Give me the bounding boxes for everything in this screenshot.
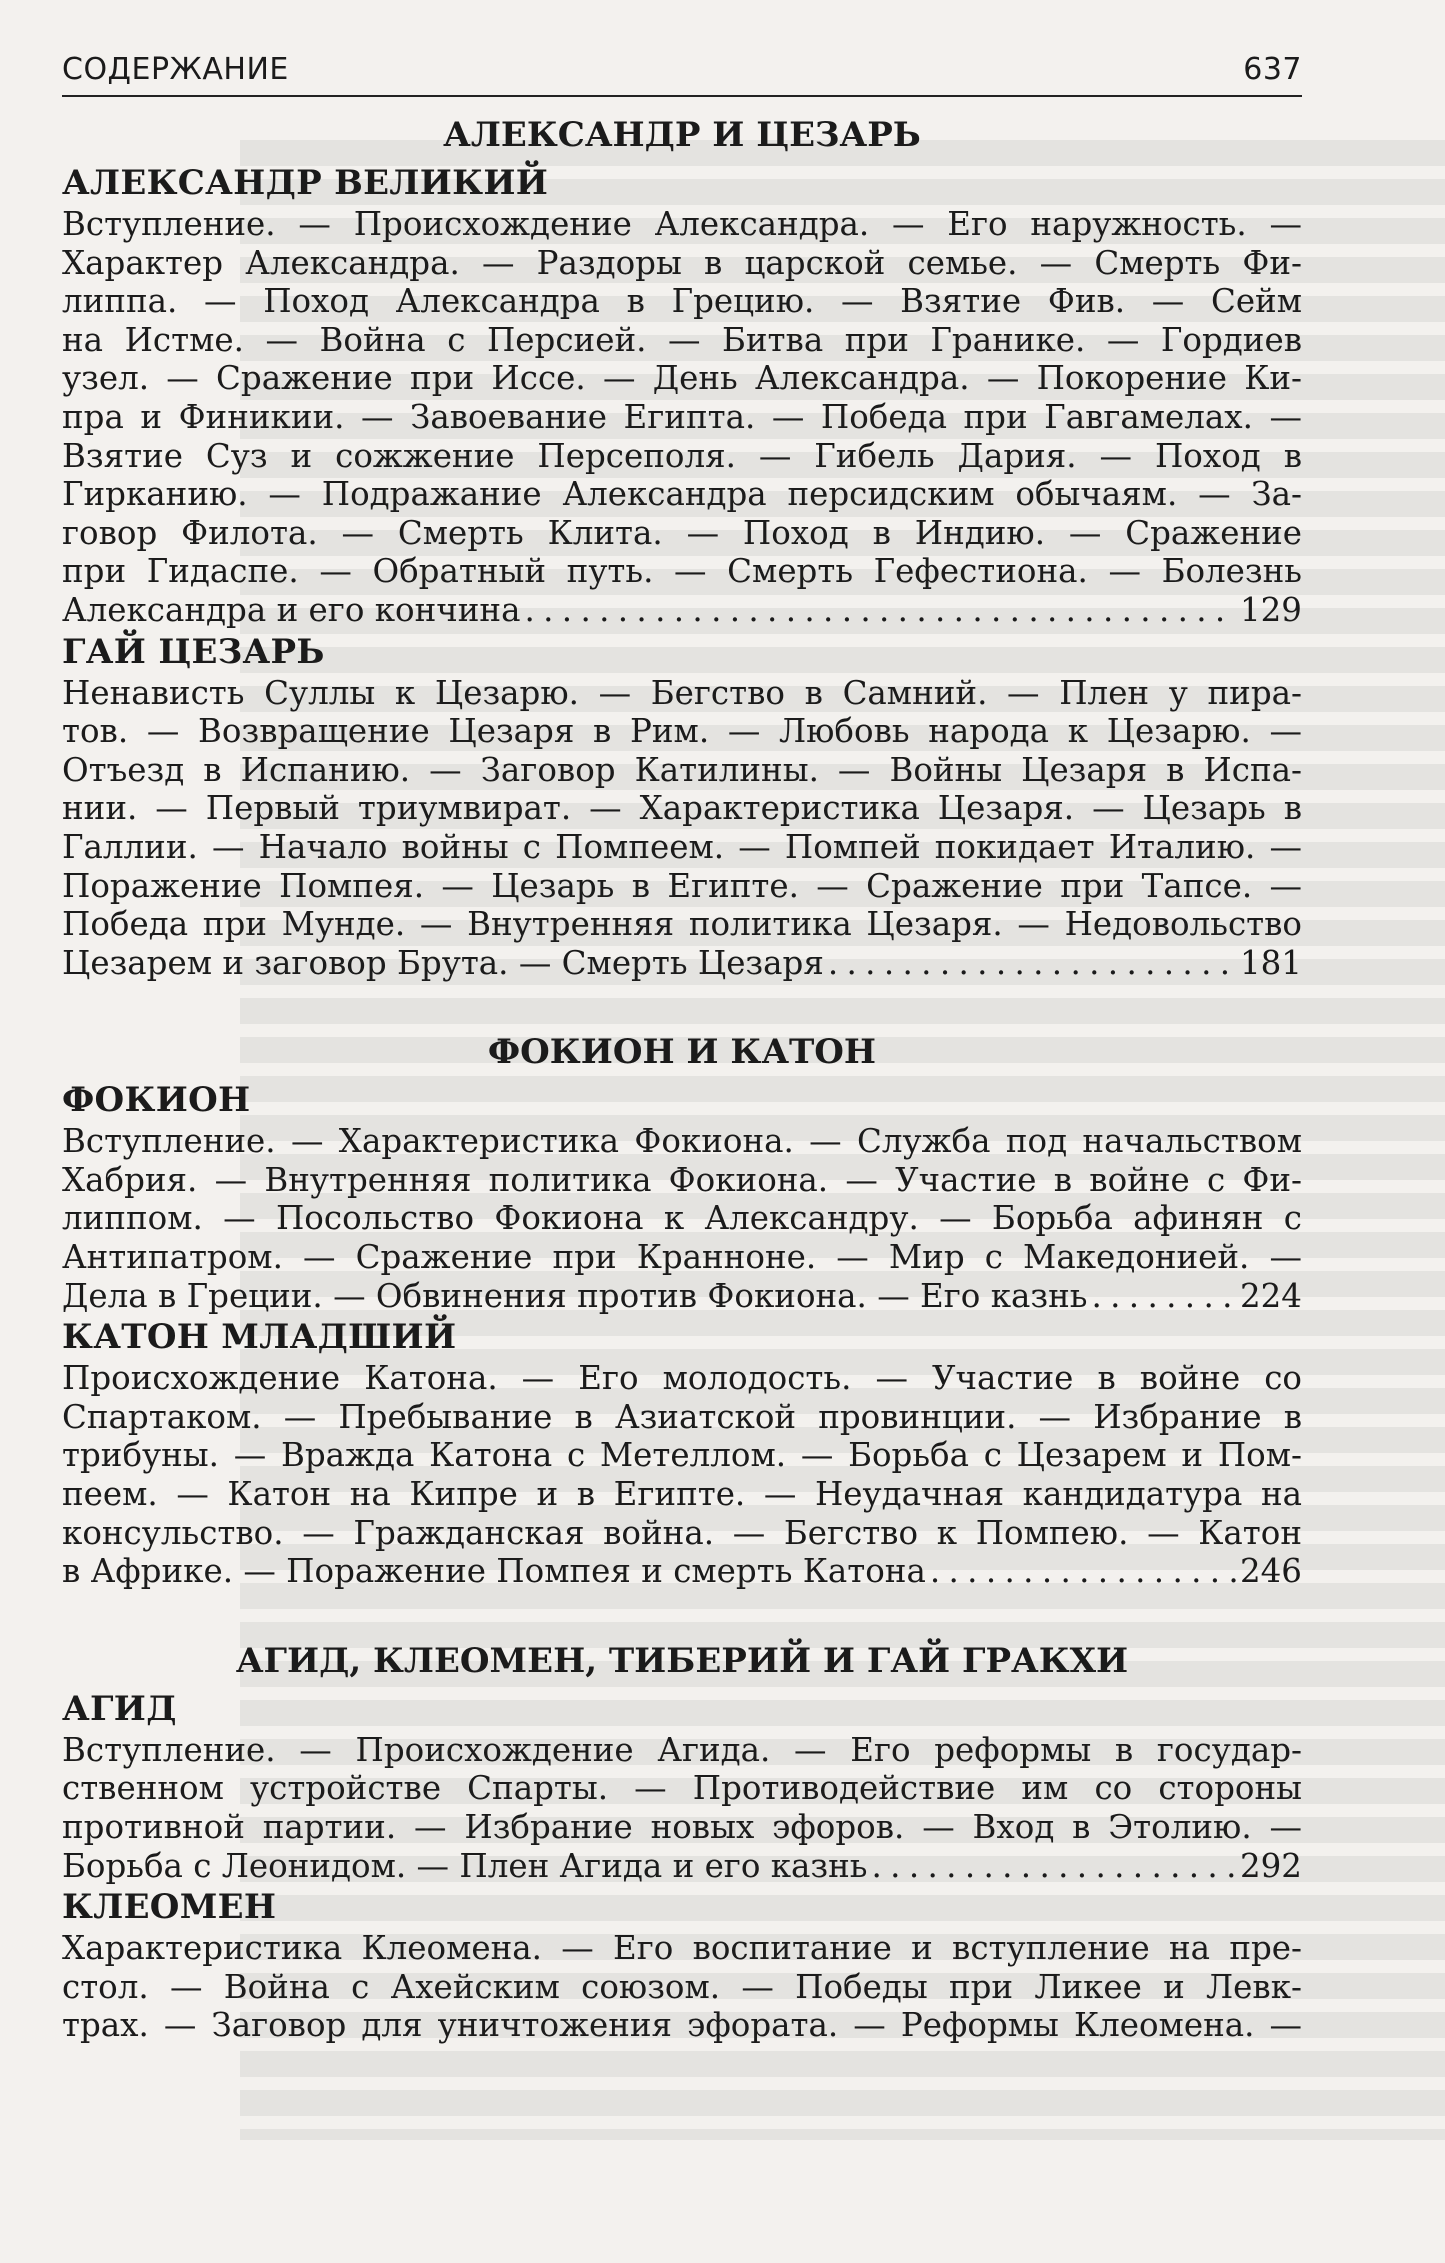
page-reference: 246 (1239, 1552, 1302, 1591)
toc-entry-last-line: Дела в Греции. — Обвинения против Фокиона. — Его казнь . . . 224 (62, 1277, 1302, 1316)
page (62, 52, 1302, 2045)
part-heading: АЛЕКСАНДР ВЕЛИКИЙ (62, 163, 549, 203)
toc-entry-paragraph: Ненависть Суллы к Цезарю. — Бегство в Самний. — Плен у пира- тов. — Возвращение Цезаря в Рим. — Любовь народа к Цезарю. — Отъезд в Испанию. — Заговор Катилины. — Войны Цезаря в Испа- нии. — Первый триумвират. — Характеристика Цезаря. — Цезарь в Галлии. — Начало войны с Помпеем. — Помпей покидает Италию. — Поражение Помпея. — Цезарь в Египте. — Сражение при Тапсе. — Победа при Мунде. — Внутренняя политика Цезаря. — Недовольство Цезарем и заговор Брута. — Смерть Цезаря . . . 181 (62, 674, 1302, 983)
page-reference: 129 (1239, 590, 1302, 629)
toc-entry-last-line: в Африке. — Поражение Помпея и смерть Катона . . . 246 (62, 1552, 1302, 1591)
page-reference: 224 (1239, 1276, 1302, 1315)
toc-entry-last-line: Цезарем и заговор Брута. — Смерть Цезаря . . . 181 (62, 944, 1302, 983)
page-reference: 181 (1239, 943, 1302, 982)
section-title: ФОКИОН И КАТОН (487, 1032, 877, 1073)
page-reference: 292 (1239, 1846, 1302, 1885)
section-title: АЛЕКСАНДР И ЦЕЗАРЬ (443, 115, 921, 155)
dot-leader (524, 591, 1236, 630)
toc-entry-last-line: Борьба с Леонидом. — Плен Агида и его казнь . . . 292 (62, 1847, 1302, 1886)
toc-entry-last-line: Александра и его кончина . . . 129 (62, 591, 1302, 630)
header-title: СОДЕРЖАНИЕ (62, 52, 289, 87)
dot-leader (872, 1847, 1236, 1886)
dot-leader (1091, 1277, 1235, 1316)
toc-entry-paragraph: Вступление. — Происхождение Александра. — Его наружность. — Характер Александра. — Раздоры в царской семье. — Смерть Фи- липпа. — Поход Александра в Грецию. — Взятие Фив. — Сейм на Истме. — Война с Персией. — Битва при Гранике. — Гордиев узел. — Сражение при Иссе. — День Александра. — Покорение Ки- пра и Финикии. — Завоевание Египта. — Победа при Гавгамелах. — Взятие Суз и сожжение Персеполя. — Гибель Дария. — Поход в Гирканию. — Подражание Александра персидским обычаям. — За- говор Филота. — Смерть Клита. — Поход в Индию. — Сражение при Гидаспе. — Обратный путь. — Смерть Гефестиона. — Болезнь Александра и его кончина . . . 129 (62, 205, 1302, 630)
dot-leader (828, 944, 1236, 983)
part-heading: АГИД (62, 1688, 177, 1729)
running-header (62, 52, 1302, 97)
section-title: АГИД, КЛЕОМЕН, ТИБЕРИЙ И ГАЙ ГРАКХИ (235, 1640, 1129, 1681)
toc-entry-paragraph: Вступление. — Происхождение Агида. — Его реформы в государ- ственном устройстве Спарты. — Противодействие им со стороны противной партии. — Избрание новых эфоров. — Вход в Этолию. — Борьба с Леонидом. — Плен Агида и его казнь . . . 292 (62, 1731, 1302, 1885)
toc-entry-paragraph: Вступление. — Характеристика Фокиона. — Служба под начальством Хабрия. — Внутренняя политика Фокиона. — Участие в войне с Фи- липпом. — Посольство Фокиона к Александру. — Борьба афинян с Антипатром. — Сражение при Кранноне. — Мир с Македонией. — Дела в Греции. — Обвинения против Фокиона. — Его казнь . . . 224 (62, 1122, 1302, 1315)
part-heading: ФОКИОН (62, 1080, 251, 1121)
toc-entry-paragraph: Характеристика Клеомена. — Его воспитание и вступление на пре- стол. — Война с Ахейским союзом. — Победы при Ликее и Левк- трах. — Заговор для уничтожения эфората. — Реформы Клеомена. — (62, 1929, 1302, 2045)
toc-entry-paragraph: Происхождение Катона. — Его молодость. — Участие в войне со Спартаком. — Пребывание в Азиатской провинции. — Избрание в трибуны. — Вражда Катона с Метеллом. — Борьба с Цезарем и Пом- пеем. — Катон на Кипре и в Египте. — Неудачная кандидатура на консульство. — Гражданская война. — Бегство к Помпею. — Катон в Африке. — Поражение Помпея и смерть Катона . . . 246 (62, 1359, 1302, 1591)
part-heading: КЛЕОМЕН (62, 1887, 277, 1928)
header-page-number: 637 (1243, 52, 1302, 87)
part-heading: КАТОН МЛАДШИЙ (62, 1317, 457, 1358)
dot-leader (930, 1552, 1236, 1591)
part-heading: ГАЙ ЦЕЗАРЬ (62, 631, 325, 672)
